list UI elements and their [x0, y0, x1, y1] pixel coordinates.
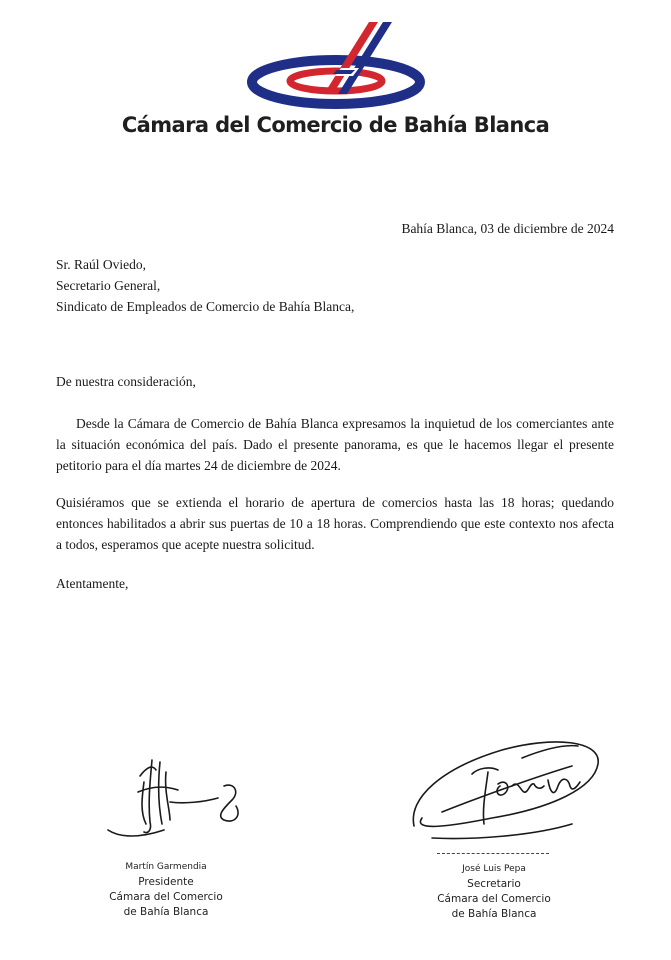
signatory-org-line-1: Cámara del Comercio: [437, 893, 551, 905]
signatory-role: Secretario: [467, 878, 521, 890]
signatory-right: [424, 864, 564, 922]
signatory-name: Martín Garmendia: [125, 862, 207, 872]
signatory-org-line-1: Cámara del Comercio: [109, 891, 223, 903]
signature-left-icon: [100, 742, 250, 842]
organization-name: Cámara del Comercio de Bahía Blanca: [121, 113, 550, 137]
date-line: Bahía Blanca, 03 de diciembre de 2024: [401, 221, 614, 236]
recipient-block: [56, 254, 354, 317]
body-paragraph-2: Quisiéramos que se extienda el horario de apertura de comercios hasta las 18 horas; quedando entonces habilitados a abrir sus puertas de 10 a 18 horas. Comprendiendo que este contexto nos afecta a todos, esperamos que acepte nuestra solicitud.: [56, 495, 614, 552]
signature-line: [437, 853, 549, 854]
chamber-logo-icon: [241, 14, 431, 110]
recipient-organization: Sindicato de Empleados de Comercio de Bahía Blanca,: [56, 299, 355, 314]
signatory-org-line-2: de Bahía Blanca: [451, 908, 537, 920]
greeting: De nuestra consideración,: [56, 374, 196, 389]
recipient-name: Sr. Raúl Oviedo,: [56, 257, 146, 272]
signatory-name: José Luis Pepa: [462, 864, 526, 874]
signatory-org-line-2: de Bahía Blanca: [123, 906, 209, 918]
body-paragraph-1: Desde la Cámara de Comercio de Bahía Blanca expresamos la inquietud de los comerciantes ante la situación económica del país. Dado el presente panorama, es que le hacemos llegar el presente petitorio para el día martes 24 de diciembre de 2024.: [56, 416, 614, 473]
recipient-title: Secretario General,: [56, 278, 161, 293]
closing: Atentamente,: [56, 576, 129, 591]
signature-right-icon: [402, 728, 612, 848]
letterhead: [0, 14, 671, 110]
signatory-left: [96, 862, 236, 920]
signatory-role: Presidente: [138, 876, 194, 888]
